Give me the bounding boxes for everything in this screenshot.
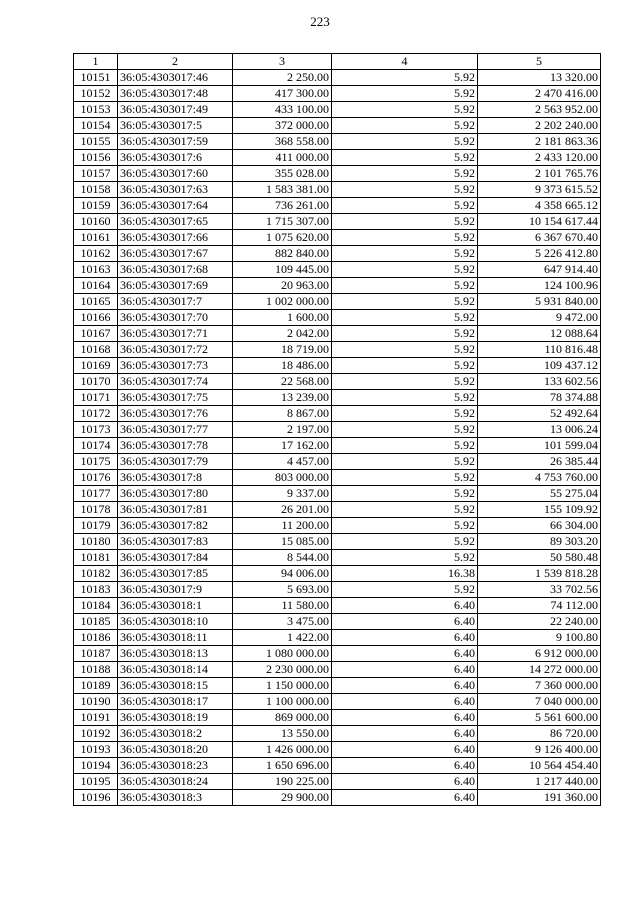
table-row — [74, 342, 601, 358]
table-row — [74, 70, 601, 86]
area-cell: 803 000.00 — [233, 470, 332, 486]
row-number-cell: 10165 — [74, 294, 118, 310]
table-row — [74, 118, 601, 134]
value-cell: 5 561 600.00 — [478, 710, 601, 726]
area-cell: 869 000.00 — [233, 710, 332, 726]
cadastral-number-cell: 36:05:4303017:82 — [118, 518, 233, 534]
table-row — [74, 86, 601, 102]
rate-cell: 5.92 — [332, 518, 478, 534]
table-row — [74, 598, 601, 614]
table-row — [74, 630, 601, 646]
rate-cell: 6.40 — [332, 758, 478, 774]
row-number-cell: 10174 — [74, 438, 118, 454]
table-row — [74, 422, 601, 438]
cadastral-number-cell: 36:05:4303017:60 — [118, 166, 233, 182]
cadastral-number-cell: 36:05:4303018:20 — [118, 742, 233, 758]
table-body — [74, 70, 601, 806]
row-number-cell: 10188 — [74, 662, 118, 678]
page-number: 223 — [310, 14, 330, 29]
value-cell: 1 539 818.28 — [478, 566, 601, 582]
area-cell: 2 250.00 — [233, 70, 332, 86]
table-row — [74, 438, 601, 454]
value-cell: 22 240.00 — [478, 614, 601, 630]
table-row — [74, 550, 601, 566]
table-row — [74, 534, 601, 550]
rate-cell: 5.92 — [332, 150, 478, 166]
rate-cell: 5.92 — [332, 278, 478, 294]
row-number-cell: 10196 — [74, 790, 118, 806]
value-cell: 10 564 454.40 — [478, 758, 601, 774]
row-number-cell: 10161 — [74, 230, 118, 246]
table-row — [74, 790, 601, 806]
rate-cell: 5.92 — [332, 582, 478, 598]
cadastral-number-cell: 36:05:4303017:63 — [118, 182, 233, 198]
area-cell: 13 239.00 — [233, 390, 332, 406]
cadastral-number-cell: 36:05:4303017:66 — [118, 230, 233, 246]
row-number-cell: 10189 — [74, 678, 118, 694]
value-cell: 124 100.96 — [478, 278, 601, 294]
value-cell: 155 109.92 — [478, 502, 601, 518]
row-number-cell: 10154 — [74, 118, 118, 134]
row-number-cell: 10152 — [74, 86, 118, 102]
table-row — [74, 390, 601, 406]
rate-cell: 5.92 — [332, 406, 478, 422]
area-cell: 1 002 000.00 — [233, 294, 332, 310]
row-number-cell: 10181 — [74, 550, 118, 566]
cadastral-number-cell: 36:05:4303018:23 — [118, 758, 233, 774]
cadastral-number-cell: 36:05:4303017:83 — [118, 534, 233, 550]
cadastral-number-cell: 36:05:4303017:64 — [118, 198, 233, 214]
value-cell: 9 472.00 — [478, 310, 601, 326]
table-row — [74, 614, 601, 630]
area-cell: 1 100 000.00 — [233, 694, 332, 710]
rate-cell: 6.40 — [332, 774, 478, 790]
cadastral-number-cell: 36:05:4303017:78 — [118, 438, 233, 454]
table-row — [74, 662, 601, 678]
table-row — [74, 310, 601, 326]
area-cell: 355 028.00 — [233, 166, 332, 182]
table-row — [74, 470, 601, 486]
cadastral-number-cell: 36:05:4303017:5 — [118, 118, 233, 134]
row-number-cell: 10187 — [74, 646, 118, 662]
column-header-5: 5 — [478, 54, 601, 70]
area-cell: 5 693.00 — [233, 582, 332, 598]
table-row — [74, 646, 601, 662]
row-number-cell: 10185 — [74, 614, 118, 630]
area-cell: 9 337.00 — [233, 486, 332, 502]
row-number-cell: 10170 — [74, 374, 118, 390]
area-cell: 1 080 000.00 — [233, 646, 332, 662]
rate-cell: 5.92 — [332, 86, 478, 102]
area-cell: 1 583 381.00 — [233, 182, 332, 198]
table-row — [74, 166, 601, 182]
table-row — [74, 358, 601, 374]
area-cell: 1 600.00 — [233, 310, 332, 326]
value-cell: 5 226 412.80 — [478, 246, 601, 262]
value-cell: 55 275.04 — [478, 486, 601, 502]
table-row — [74, 230, 601, 246]
table-row — [74, 486, 601, 502]
rate-cell: 6.40 — [332, 742, 478, 758]
column-header-4: 4 — [332, 54, 478, 70]
rate-cell: 5.92 — [332, 342, 478, 358]
cadastral-number-cell: 36:05:4303018:11 — [118, 630, 233, 646]
cadastral-number-cell: 36:05:4303017:81 — [118, 502, 233, 518]
table-row — [74, 582, 601, 598]
table-header-row — [74, 54, 601, 70]
cadastral-number-cell: 36:05:4303018:14 — [118, 662, 233, 678]
rate-cell: 6.40 — [332, 726, 478, 742]
cadastral-number-cell: 36:05:4303017:65 — [118, 214, 233, 230]
rate-cell: 5.92 — [332, 470, 478, 486]
row-number-cell: 10164 — [74, 278, 118, 294]
rate-cell: 16.38 — [332, 566, 478, 582]
row-number-cell: 10159 — [74, 198, 118, 214]
rate-cell: 5.92 — [332, 118, 478, 134]
value-cell: 1 217 440.00 — [478, 774, 601, 790]
rate-cell: 5.92 — [332, 294, 478, 310]
area-cell: 3 475.00 — [233, 614, 332, 630]
rate-cell: 5.92 — [332, 198, 478, 214]
row-number-cell: 10171 — [74, 390, 118, 406]
value-cell: 12 088.64 — [478, 326, 601, 342]
rate-cell: 5.92 — [332, 438, 478, 454]
area-cell: 1 075 620.00 — [233, 230, 332, 246]
area-cell: 736 261.00 — [233, 198, 332, 214]
area-cell: 433 100.00 — [233, 102, 332, 118]
rate-cell: 6.40 — [332, 630, 478, 646]
area-cell: 18 486.00 — [233, 358, 332, 374]
table-row — [74, 262, 601, 278]
value-cell: 9 100.80 — [478, 630, 601, 646]
rate-cell: 6.40 — [332, 598, 478, 614]
row-number-cell: 10167 — [74, 326, 118, 342]
area-cell: 20 963.00 — [233, 278, 332, 294]
area-cell: 11 200.00 — [233, 518, 332, 534]
value-cell: 110 816.48 — [478, 342, 601, 358]
column-header-1: 1 — [74, 54, 118, 70]
area-cell: 417 300.00 — [233, 86, 332, 102]
value-cell: 74 112.00 — [478, 598, 601, 614]
cadastral-number-cell: 36:05:4303017:77 — [118, 422, 233, 438]
row-number-cell: 10155 — [74, 134, 118, 150]
cadastral-number-cell: 36:05:4303018:1 — [118, 598, 233, 614]
row-number-cell: 10180 — [74, 534, 118, 550]
rate-cell: 6.40 — [332, 694, 478, 710]
rate-cell: 5.92 — [332, 534, 478, 550]
table-row — [74, 102, 601, 118]
area-cell: 1 715 307.00 — [233, 214, 332, 230]
rate-cell: 6.40 — [332, 614, 478, 630]
cadastral-number-cell: 36:05:4303018:10 — [118, 614, 233, 630]
rate-cell: 5.92 — [332, 374, 478, 390]
table-row — [74, 566, 601, 582]
table-row — [74, 518, 601, 534]
cadastral-number-cell: 36:05:4303017:71 — [118, 326, 233, 342]
table-row — [74, 374, 601, 390]
rate-cell: 5.92 — [332, 486, 478, 502]
cadastral-number-cell: 36:05:4303018:19 — [118, 710, 233, 726]
column-header-2: 2 — [118, 54, 233, 70]
value-cell: 89 303.20 — [478, 534, 601, 550]
cadastral-number-cell: 36:05:4303017:67 — [118, 246, 233, 262]
value-cell: 4 753 760.00 — [478, 470, 601, 486]
row-number-cell: 10162 — [74, 246, 118, 262]
value-cell: 109 437.12 — [478, 358, 601, 374]
rate-cell: 5.92 — [332, 358, 478, 374]
table-row — [74, 406, 601, 422]
value-cell: 6 367 670.40 — [478, 230, 601, 246]
cadastral-number-cell: 36:05:4303017:80 — [118, 486, 233, 502]
row-number-cell: 10192 — [74, 726, 118, 742]
cadastral-number-cell: 36:05:4303018:17 — [118, 694, 233, 710]
row-number-cell: 10157 — [74, 166, 118, 182]
row-number-cell: 10169 — [74, 358, 118, 374]
cadastral-number-cell: 36:05:4303017:48 — [118, 86, 233, 102]
row-number-cell: 10156 — [74, 150, 118, 166]
rate-cell: 5.92 — [332, 182, 478, 198]
table-row — [74, 774, 601, 790]
value-cell: 191 360.00 — [478, 790, 601, 806]
table-row — [74, 182, 601, 198]
rate-cell: 5.92 — [332, 454, 478, 470]
row-number-cell: 10176 — [74, 470, 118, 486]
rate-cell: 5.92 — [332, 70, 478, 86]
value-cell: 647 914.40 — [478, 262, 601, 278]
cadastral-number-cell: 36:05:4303017:7 — [118, 294, 233, 310]
row-number-cell: 10179 — [74, 518, 118, 534]
rate-cell: 5.92 — [332, 390, 478, 406]
area-cell: 8 867.00 — [233, 406, 332, 422]
value-cell: 7 360 000.00 — [478, 678, 601, 694]
cadastral-number-cell: 36:05:4303017:72 — [118, 342, 233, 358]
value-cell: 78 374.88 — [478, 390, 601, 406]
table-row — [74, 726, 601, 742]
rate-cell: 6.40 — [332, 790, 478, 806]
value-cell: 2 202 240.00 — [478, 118, 601, 134]
area-cell: 1 426 000.00 — [233, 742, 332, 758]
rate-cell: 5.92 — [332, 166, 478, 182]
rate-cell: 5.92 — [332, 310, 478, 326]
table-row — [74, 134, 601, 150]
rate-cell: 5.92 — [332, 262, 478, 278]
cadastral-number-cell: 36:05:4303018:3 — [118, 790, 233, 806]
value-cell: 2 563 952.00 — [478, 102, 601, 118]
area-cell: 190 225.00 — [233, 774, 332, 790]
rate-cell: 6.40 — [332, 678, 478, 694]
value-cell: 10 154 617.44 — [478, 214, 601, 230]
area-cell: 26 201.00 — [233, 502, 332, 518]
row-number-cell: 10193 — [74, 742, 118, 758]
rate-cell: 6.40 — [332, 662, 478, 678]
value-cell: 52 492.64 — [478, 406, 601, 422]
rate-cell: 5.92 — [332, 134, 478, 150]
area-cell: 4 457.00 — [233, 454, 332, 470]
cadastral-number-cell: 36:05:4303017:69 — [118, 278, 233, 294]
row-number-cell: 10194 — [74, 758, 118, 774]
area-cell: 1 422.00 — [233, 630, 332, 646]
table-row — [74, 150, 601, 166]
table-row — [74, 326, 601, 342]
cadastral-number-cell: 36:05:4303018:15 — [118, 678, 233, 694]
value-cell: 9 126 400.00 — [478, 742, 601, 758]
value-cell: 26 385.44 — [478, 454, 601, 470]
area-cell: 29 900.00 — [233, 790, 332, 806]
value-cell: 101 599.04 — [478, 438, 601, 454]
table-row — [74, 502, 601, 518]
row-number-cell: 10178 — [74, 502, 118, 518]
area-cell: 1 650 696.00 — [233, 758, 332, 774]
value-cell: 7 040 000.00 — [478, 694, 601, 710]
cadastral-number-cell: 36:05:4303018:13 — [118, 646, 233, 662]
rate-cell: 5.92 — [332, 246, 478, 262]
value-cell: 33 702.56 — [478, 582, 601, 598]
value-cell: 86 720.00 — [478, 726, 601, 742]
data-table — [73, 53, 601, 806]
cadastral-number-cell: 36:05:4303017:75 — [118, 390, 233, 406]
area-cell: 2 197.00 — [233, 422, 332, 438]
area-cell: 18 719.00 — [233, 342, 332, 358]
cadastral-number-cell: 36:05:4303017:59 — [118, 134, 233, 150]
cadastral-number-cell: 36:05:4303017:84 — [118, 550, 233, 566]
area-cell: 368 558.00 — [233, 134, 332, 150]
row-number-cell: 10186 — [74, 630, 118, 646]
cadastral-number-cell: 36:05:4303018:2 — [118, 726, 233, 742]
area-cell: 411 000.00 — [233, 150, 332, 166]
area-cell: 22 568.00 — [233, 374, 332, 390]
area-cell: 17 162.00 — [233, 438, 332, 454]
value-cell: 13 320.00 — [478, 70, 601, 86]
cadastral-number-cell: 36:05:4303017:85 — [118, 566, 233, 582]
area-cell: 882 840.00 — [233, 246, 332, 262]
value-cell: 50 580.48 — [478, 550, 601, 566]
cadastral-number-cell: 36:05:4303017:49 — [118, 102, 233, 118]
cadastral-number-cell: 36:05:4303017:79 — [118, 454, 233, 470]
rate-cell: 6.40 — [332, 646, 478, 662]
row-number-cell: 10175 — [74, 454, 118, 470]
table-row — [74, 694, 601, 710]
area-cell: 2 230 000.00 — [233, 662, 332, 678]
value-cell: 9 373 615.52 — [478, 182, 601, 198]
cadastral-number-cell: 36:05:4303017:8 — [118, 470, 233, 486]
table-row — [74, 278, 601, 294]
row-number-cell: 10153 — [74, 102, 118, 118]
row-number-cell: 10173 — [74, 422, 118, 438]
area-cell: 8 544.00 — [233, 550, 332, 566]
area-cell: 1 150 000.00 — [233, 678, 332, 694]
table-row — [74, 758, 601, 774]
area-cell: 94 006.00 — [233, 566, 332, 582]
row-number-cell: 10168 — [74, 342, 118, 358]
table-row — [74, 214, 601, 230]
cadastral-number-cell: 36:05:4303017:46 — [118, 70, 233, 86]
row-number-cell: 10151 — [74, 70, 118, 86]
column-header-3: 3 — [233, 54, 332, 70]
row-number-cell: 10158 — [74, 182, 118, 198]
row-number-cell: 10172 — [74, 406, 118, 422]
cadastral-number-cell: 36:05:4303017:74 — [118, 374, 233, 390]
rate-cell: 6.40 — [332, 710, 478, 726]
value-cell: 5 931 840.00 — [478, 294, 601, 310]
row-number-cell: 10163 — [74, 262, 118, 278]
area-cell: 372 000.00 — [233, 118, 332, 134]
row-number-cell: 10191 — [74, 710, 118, 726]
row-number-cell: 10182 — [74, 566, 118, 582]
value-cell: 2 101 765.76 — [478, 166, 601, 182]
table-row — [74, 198, 601, 214]
row-number-cell: 10184 — [74, 598, 118, 614]
value-cell: 133 602.56 — [478, 374, 601, 390]
row-number-cell: 10195 — [74, 774, 118, 790]
value-cell: 13 006.24 — [478, 422, 601, 438]
rate-cell: 5.92 — [332, 326, 478, 342]
table-row — [74, 710, 601, 726]
rate-cell: 5.92 — [332, 214, 478, 230]
value-cell: 2 433 120.00 — [478, 150, 601, 166]
row-number-cell: 10166 — [74, 310, 118, 326]
value-cell: 6 912 000.00 — [478, 646, 601, 662]
table-row — [74, 294, 601, 310]
cadastral-number-cell: 36:05:4303018:24 — [118, 774, 233, 790]
value-cell: 14 272 000.00 — [478, 662, 601, 678]
area-cell: 2 042.00 — [233, 326, 332, 342]
value-cell: 2 470 416.00 — [478, 86, 601, 102]
table-row — [74, 678, 601, 694]
rate-cell: 5.92 — [332, 550, 478, 566]
row-number-cell: 10183 — [74, 582, 118, 598]
rate-cell: 5.92 — [332, 102, 478, 118]
row-number-cell: 10160 — [74, 214, 118, 230]
cadastral-number-cell: 36:05:4303017:76 — [118, 406, 233, 422]
table-row — [74, 246, 601, 262]
area-cell: 15 085.00 — [233, 534, 332, 550]
rate-cell: 5.92 — [332, 230, 478, 246]
rate-cell: 5.92 — [332, 422, 478, 438]
value-cell: 66 304.00 — [478, 518, 601, 534]
row-number-cell: 10190 — [74, 694, 118, 710]
table-row — [74, 742, 601, 758]
cadastral-number-cell: 36:05:4303017:68 — [118, 262, 233, 278]
cadastral-number-cell: 36:05:4303017:9 — [118, 582, 233, 598]
cadastral-number-cell: 36:05:4303017:6 — [118, 150, 233, 166]
area-cell: 109 445.00 — [233, 262, 332, 278]
table-row — [74, 454, 601, 470]
area-cell: 13 550.00 — [233, 726, 332, 742]
row-number-cell: 10177 — [74, 486, 118, 502]
value-cell: 2 181 863.36 — [478, 134, 601, 150]
rate-cell: 5.92 — [332, 502, 478, 518]
cadastral-number-cell: 36:05:4303017:70 — [118, 310, 233, 326]
cadastral-number-cell: 36:05:4303017:73 — [118, 358, 233, 374]
area-cell: 11 580.00 — [233, 598, 332, 614]
value-cell: 4 358 665.12 — [478, 198, 601, 214]
